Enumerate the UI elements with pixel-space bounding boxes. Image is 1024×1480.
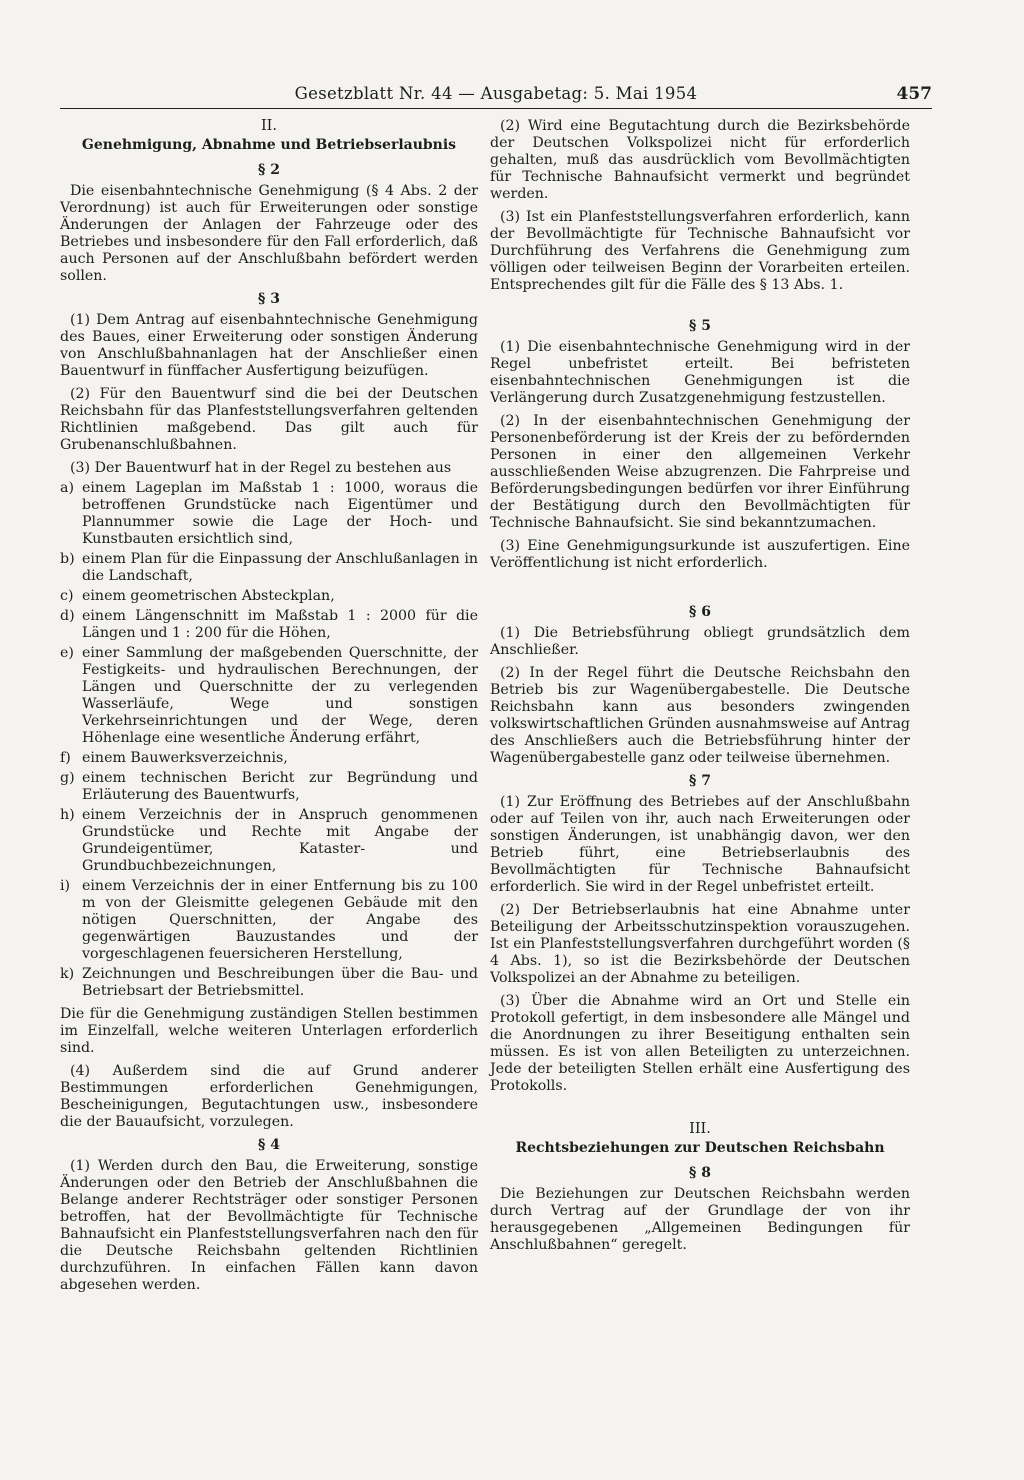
list-item: g) einem technischen Bericht zur Begründung und Erläuterung des Bauentwurfs, [60,770,478,803]
paragraph-3-abs-3-intro: (3) Der Bauentwurf hat in der Regel zu bestehen aus [70,460,452,476]
paragraph-7-abs-2: (2) Der Betriebserlaubnis hat eine Abnahme unter Beteiligung der Arbeitsschutzinspektion vorauszugehen. Ist ein Planfeststellungsverfahren durchgeführt worden (§ 4 Abs. 1), so ist die Bezirksbehörde der Deutschen Volkspolizei an der Abnahme zu beteiligen. [490,902,910,986]
section-title: Genehmigung, Abnahme und Betriebserlaubnis [81,137,457,153]
paragraph-5-abs-3: (3) Eine Genehmigungsurkunde ist auszufertigen. Eine Veröffentlichung ist nicht erforderlich. [490,538,910,571]
paragraph-3-abs-2: (2) Für den Bauentwurf sind die bei der Deutschen Reichsbahn für das Planfeststellungsverfahren geltenden Richtlinien maßgebend. Das gilt auch für Grubenanschlußbahnen. [60,386,478,453]
paragraph-label-5: § 5 [689,318,711,334]
paragraph-7-abs-1: (1) Zur Eröffnung des Betriebes auf der Anschlußbahn oder auf Teilen von ihr, auch nach Erweiterungen oder sonstigen Änderungen, ist unabhängig davon, wer den Betrieb führt, eine Betriebserlaubnis des Bevollmächtigten für Technische Bahnaufsicht erforderlich. Sie wird in der Regel unbefristet erteilt. [490,794,910,895]
document-list [60,480,478,1000]
running-header [60,84,932,108]
paragraph-4-abs-1: (1) Werden durch den Bau, die Erweiterung, sonstige Änderungen oder den Betrieb der Anschlußbahnen die Belange anderer Rechtsträger oder sonstiger Personen betroffen, hat der Bevollmächtigte für Technische Bahnaufsicht ein Planfeststellungsverfahren nach den für die Deutsche Reichsbahn geltenden Richtlinien durchzuführen. In einfachen Fällen kann davon abgesehen werden. [60,1158,478,1293]
paragraph-3-abs-1: (1) Dem Antrag auf eisenbahntechnische Genehmigung des Baues, einer Erweiterung oder sonstigen Änderung von Anschlußbahnanlagen hat der Anschließer einen Bauentwurf in fünffacher Ausfertigung beizufügen. [60,312,478,379]
paragraph-label-3: § 3 [258,291,280,307]
paragraph-5-abs-1: (1) Die eisenbahntechnische Genehmigung wird in der Regel unbefristet erteilt. Bei befristeten eisenbahntechnischen Genehmigungen ist die Verlängerung durch Zusatzgenehmigung festzustellen. [490,339,910,406]
list-item: f) einem Bauwerksverzeichnis, [60,750,288,766]
paragraph-6-abs-1: (1) Die Betriebsführung obliegt grundsätzlich dem Anschließer. [490,625,910,658]
list-item: e) einer Sammlung der maßgebenden Querschnitte, der Festigkeits- und hydraulischen Berechnungen, der Längen und Querschnitte der zu verlegenden Wasserläufe, Wege und sonstigen Verkehrseinrichtungen und der Wege, deren Höhenlage eine wesentliche Änderung erfährt, [60,645,478,746]
paragraph-2-text: Die eisenbahntechnische Genehmigung (§ 4 Abs. 2 der Verordnung) ist auch für Erweiterungen oder sonstige Änderungen der Anlagen der Fahrzeuge oder des Betriebes und insbesondere für den Fall erforderlich, daß auch Personen auf der Anschlußbahn befördert werden sollen. [60,183,478,284]
list-item: h) einem Verzeichnis der in Anspruch genommenen Grundstücke und Rechte mit Angabe der Grundeigentümer, Kataster- und Grundbuchbezeichnungen, [60,807,478,874]
paragraph-3-closing: Die für die Genehmigung zuständigen Stellen bestimmen im Einzelfall, welche weiteren Unterlagen erforderlich sind. [60,1006,478,1056]
paragraph-5-abs-2: (2) In der eisenbahntechnischen Genehmigung der Personenbeförderung ist der Kreis der zu befördernden Personen in einer den allgemeinen Verkehr ausschließenden Weise abzugrenzen. Die Fahrpreise und Beförderungsbedingungen bedürfen vor ihrer Einführung der Bestätigung durch den Bevollmächtigten für Technische Bahnaufsicht. Sie sind bekanntzumachen. [490,413,910,531]
page-number: 457 [896,84,932,104]
header-rule [60,108,932,109]
list-item: c) einem geometrischen Absteckplan, [60,588,335,604]
spacer [490,1101,910,1121]
paragraph-4-abs-3: (3) Ist ein Planfeststellungsverfahren erforderlich, kann der Bevollmächtigte für Technische Bahnaufsicht vor Durchführung des Verfahrens die Genehmigung zum völligen oder teilweisen Beginn der Vorarbeiten erteilen. Entsprechendes gilt für die Fälle des § 13 Abs. 1. [490,209,910,293]
section-number: II. [260,118,278,134]
list-item: k) Zeichnungen und Beschreibungen über die Bau- und Betriebsart der Betriebsmittel. [60,966,478,999]
list-item: a) einem Lageplan im Maßstab 1 : 1000, woraus die betroffenen Grundstücke nach Eigentümer und Plannummer sowie die Lage der Hoch- und Kunstbauten ersichtlich sind, [60,480,478,547]
left-column [60,118,478,1300]
paragraph-label-6: § 6 [689,604,711,620]
list-item: b) einem Plan für die Einpassung der Anschlußanlagen in die Landschaft, [60,551,478,584]
list-item: i) einem Verzeichnis der in einer Entfernung bis zu 100 m von der Gleismitte gelegenen Gebäude mit den nötigen Querschnitten, der Angabe des gegenwärtigen Bauzustandes und der vorgeschlagenen feuersicheren Herstellung, [60,878,478,962]
spacer [490,300,910,312]
paragraph-label-2: § 2 [258,162,280,178]
list-item: d) einem Längenschnitt im Maßstab 1 : 2000 für die Längen und 1 : 200 für die Höhen, [60,608,478,641]
paragraph-6-abs-2: (2) In der Regel führt die Deutsche Reichsbahn den Betrieb bis zur Wagenübergabestelle. Die Deutsche Reichsbahn kann aus besonders zwingenden volkswirtschaftlichen Gründen ausnahmsweise auf Antrag des Anschließers auch die Betriebsführung hinter der Wagenübergabestelle ganz oder teilweise übernehmen. [490,665,910,766]
section-title: Rechtsbeziehungen zur Deutschen Reichsbahn [515,1140,885,1156]
spacer [490,578,910,598]
paragraph-4-abs-2: (2) Wird eine Begutachtung durch die Bezirksbehörde der Deutschen Volkspolizei nicht für erforderlich gehalten, muß das ausdrücklich vom Bevollmächtigten für Technische Bahnaufsicht vermerkt und begründet werden. [490,118,910,202]
paragraph-7-abs-3: (3) Über die Abnahme wird an Ort und Stelle ein Protokoll gefertigt, in dem insbesondere alle Mängel und die Anordnungen zu ihrer Beseitigung enthalten sein müssen. Es ist von allen Beteiligten zu unterzeichnen. Jede der beteiligten Stellen erhält eine Ausfertigung des Protokolls. [490,993,910,1094]
section-number: III. [689,1121,711,1137]
right-column [490,118,910,1260]
paragraph-label-4: § 4 [258,1137,280,1153]
paragraph-8-text: Die Beziehungen zur Deutschen Reichsbahn werden durch Vertrag auf der Grundlage der von ihr herausgegebenen „Allgemeinen Bedingungen für Anschlußbahnen“ geregelt. [490,1186,910,1253]
paragraph-label-7: § 7 [689,773,711,789]
header-title: Gesetzblatt Nr. 44 — Ausgabetag: 5. Mai 1954 [294,84,698,103]
paragraph-3-abs-4: (4) Außerdem sind die auf Grund anderer Bestimmungen erforderlichen Genehmigungen, Bescheinigungen, Begutachtungen usw., insbesondere die der Bauaufsicht, vorzulegen. [60,1063,478,1130]
paragraph-label-8: § 8 [689,1165,711,1181]
